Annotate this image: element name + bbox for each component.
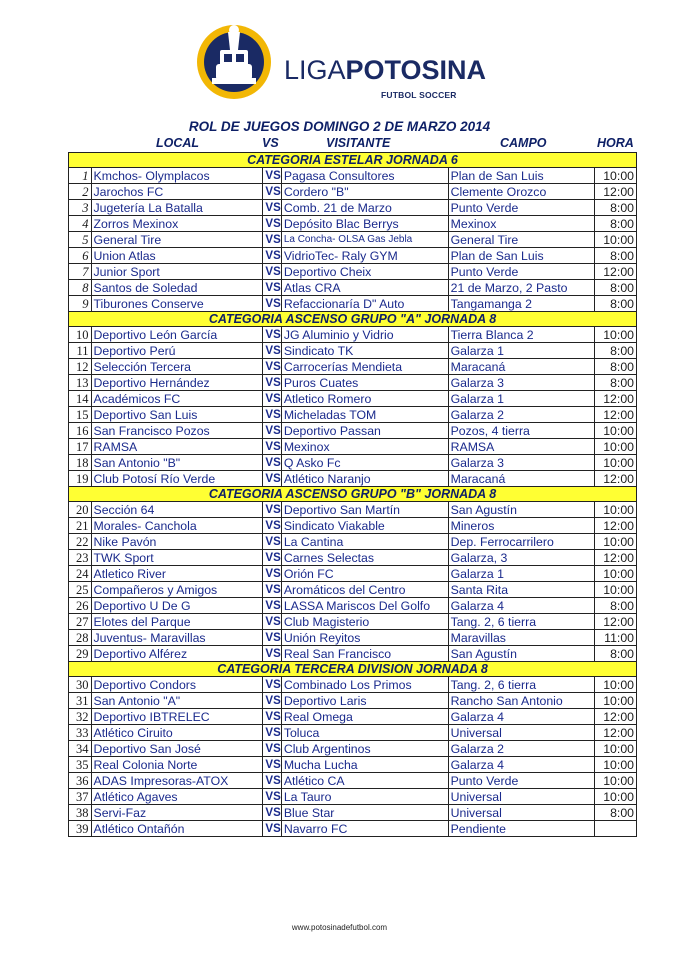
match-number: 3	[69, 200, 92, 216]
table-row	[69, 248, 637, 264]
category-header	[69, 153, 637, 168]
local-team: Deportivo San José	[91, 741, 263, 757]
table-row	[69, 471, 637, 487]
visiting-team: Sindicato TK	[281, 343, 448, 359]
match-time: 8:00	[594, 646, 636, 662]
vs-label: VS	[263, 518, 281, 534]
table-row	[69, 534, 637, 550]
vs-label: VS	[263, 630, 281, 646]
match-time: 8:00	[594, 248, 636, 264]
local-team: Kmchos- Olymplacos	[91, 168, 263, 184]
match-time: 8:00	[594, 343, 636, 359]
field-name: Universal	[448, 789, 594, 805]
match-time: 8:00	[594, 375, 636, 391]
match-time: 10:00	[594, 693, 636, 709]
liga-wordmark: LIGAPOTOSINA	[284, 55, 487, 85]
vs-label: VS	[263, 375, 281, 391]
match-time: 10:00	[594, 455, 636, 471]
table-row	[69, 646, 637, 662]
visiting-team: Pagasa Consultores	[281, 168, 448, 184]
table-row	[69, 232, 637, 248]
field-name: Rancho San Antonio	[448, 693, 594, 709]
category-title: CATEGORIA TERCERA DIVISION JORNADA 8	[69, 662, 637, 677]
visiting-team: Atletico Romero	[281, 391, 448, 407]
local-team: Deportivo San Luis	[91, 407, 263, 423]
field-name: Galarza 1	[448, 391, 594, 407]
category-header	[69, 312, 637, 327]
field-name: Galarza 3	[448, 375, 594, 391]
match-number: 2	[69, 184, 92, 200]
table-row	[69, 805, 637, 821]
visiting-team: Cordero "B"	[281, 184, 448, 200]
table-row	[69, 582, 637, 598]
visiting-team: Atlético Naranjo	[281, 471, 448, 487]
visiting-team: Blue Star	[281, 805, 448, 821]
field-name: Plan de San Luis	[448, 248, 594, 264]
match-time: 12:00	[594, 614, 636, 630]
visiting-team: Mucha Lucha	[281, 757, 448, 773]
match-number: 22	[69, 534, 92, 550]
local-team: Jugetería La Batalla	[91, 200, 263, 216]
match-time: 12:00	[594, 391, 636, 407]
field-name: San Agustín	[448, 502, 594, 518]
table-row	[69, 407, 637, 423]
match-time: 10:00	[594, 773, 636, 789]
local-team: Atlético Ontañón	[91, 821, 263, 837]
field-name: RAMSA	[448, 439, 594, 455]
local-team: Atletico River	[91, 566, 263, 582]
match-number: 37	[69, 789, 92, 805]
match-number: 5	[69, 232, 92, 248]
field-name: Galarza 4	[448, 709, 594, 725]
match-number: 23	[69, 550, 92, 566]
match-number: 35	[69, 757, 92, 773]
visiting-team: Atlético CA	[281, 773, 448, 789]
table-row	[69, 502, 637, 518]
field-name: Galarza, 3	[448, 550, 594, 566]
field-name: Tang. 2, 6 tierra	[448, 677, 594, 693]
local-team: Compañeros y Amigos	[91, 582, 263, 598]
match-number: 34	[69, 741, 92, 757]
table-row	[69, 518, 637, 534]
match-number: 4	[69, 216, 92, 232]
match-time: 8:00	[594, 200, 636, 216]
field-name: General Tire	[448, 232, 594, 248]
field-name: Universal	[448, 725, 594, 741]
match-number: 28	[69, 630, 92, 646]
field-name: Galarza 1	[448, 343, 594, 359]
visiting-team: JG Aluminio y Vidrio	[281, 327, 448, 343]
local-team: Elotes del Parque	[91, 614, 263, 630]
match-number: 8	[69, 280, 92, 296]
local-team: Santos de Soledad	[91, 280, 263, 296]
field-name: Punto Verde	[448, 264, 594, 280]
table-row	[69, 168, 637, 184]
vs-label: VS	[263, 550, 281, 566]
vs-label: VS	[263, 534, 281, 550]
visiting-team: Deportivo Cheix	[281, 264, 448, 280]
local-team: Académicos FC	[91, 391, 263, 407]
match-number: 13	[69, 375, 92, 391]
match-number: 38	[69, 805, 92, 821]
match-time: 12:00	[594, 725, 636, 741]
match-time: 8:00	[594, 598, 636, 614]
match-time: 8:00	[594, 280, 636, 296]
match-time: 8:00	[594, 805, 636, 821]
field-name: 21 de Marzo, 2 Pasto	[448, 280, 594, 296]
field-name: Dep. Ferrocarrilero	[448, 534, 594, 550]
schedule-table	[68, 152, 637, 837]
table-row	[69, 757, 637, 773]
field-name: Tierra Blanca 2	[448, 327, 594, 343]
header-vs: VS	[262, 136, 279, 150]
table-row	[69, 741, 637, 757]
match-number: 11	[69, 343, 92, 359]
local-team: Deportivo Perú	[91, 343, 263, 359]
visiting-team: Refaccionaría D" Auto	[281, 296, 448, 312]
match-time: 10:00	[594, 534, 636, 550]
vs-label: VS	[263, 789, 281, 805]
match-number: 30	[69, 677, 92, 693]
field-name: Clemente Orozco	[448, 184, 594, 200]
table-row	[69, 296, 637, 312]
match-number: 1	[69, 168, 92, 184]
local-team: RAMSA	[91, 439, 263, 455]
local-team: Zorros Mexinox	[91, 216, 263, 232]
category-header	[69, 662, 637, 677]
match-number: 27	[69, 614, 92, 630]
vs-label: VS	[263, 677, 281, 693]
header-hora: HORA	[597, 136, 634, 150]
local-team: ADAS Impresoras-ATOX	[91, 773, 263, 789]
vs-label: VS	[263, 614, 281, 630]
field-name: Pendiente	[448, 821, 594, 837]
match-number: 36	[69, 773, 92, 789]
vs-label: VS	[263, 709, 281, 725]
table-row	[69, 327, 637, 343]
field-name: Plan de San Luis	[448, 168, 594, 184]
visiting-team: La Concha- OLSA Gas Jebla	[281, 232, 448, 248]
match-time: 10:00	[594, 677, 636, 693]
match-time: 10:00	[594, 168, 636, 184]
vs-label: VS	[263, 821, 281, 837]
match-time: 12:00	[594, 264, 636, 280]
match-time: 12:00	[594, 407, 636, 423]
vs-label: VS	[263, 264, 281, 280]
match-number: 32	[69, 709, 92, 725]
table-row	[69, 375, 637, 391]
local-team: San Antonio "B"	[91, 455, 263, 471]
match-time: 12:00	[594, 471, 636, 487]
match-time: 10:00	[594, 741, 636, 757]
vs-label: VS	[263, 757, 281, 773]
match-time: 10:00	[594, 582, 636, 598]
local-team: Jarochos FC	[91, 184, 263, 200]
vs-label: VS	[263, 248, 281, 264]
match-number: 7	[69, 264, 92, 280]
field-name: Universal	[448, 805, 594, 821]
vs-label: VS	[263, 439, 281, 455]
vs-label: VS	[263, 582, 281, 598]
match-time: 10:00	[594, 566, 636, 582]
local-team: Union Atlas	[91, 248, 263, 264]
vs-label: VS	[263, 741, 281, 757]
category-title: CATEGORIA ESTELAR JORNADA 6	[69, 153, 637, 168]
match-number: 39	[69, 821, 92, 837]
match-time: 8:00	[594, 296, 636, 312]
local-team: Atlético Ciruito	[91, 725, 263, 741]
table-row	[69, 773, 637, 789]
local-team: Deportivo Condors	[91, 677, 263, 693]
match-time: 12:00	[594, 518, 636, 534]
vs-label: VS	[263, 566, 281, 582]
local-team: Servi-Faz	[91, 805, 263, 821]
field-name: Maracaná	[448, 359, 594, 375]
visiting-team: Mexinox	[281, 439, 448, 455]
visiting-team: Orión FC	[281, 566, 448, 582]
table-row	[69, 821, 637, 837]
field-name: Maracaná	[448, 471, 594, 487]
match-number: 29	[69, 646, 92, 662]
field-name: Punto Verde	[448, 773, 594, 789]
vs-label: VS	[263, 184, 281, 200]
trophy-emblem-icon	[188, 20, 280, 100]
footer-url: www.potosinadefutbol.com	[291, 923, 388, 932]
field-name: Mexinox	[448, 216, 594, 232]
match-time: 12:00	[594, 550, 636, 566]
table-row	[69, 391, 637, 407]
visiting-team: Atlas CRA	[281, 280, 448, 296]
match-number: 24	[69, 566, 92, 582]
visiting-team: VidrioTec- Raly GYM	[281, 248, 448, 264]
table-row	[69, 216, 637, 232]
table-row	[69, 709, 637, 725]
vs-label: VS	[263, 502, 281, 518]
visiting-team: Sindicato Viakable	[281, 518, 448, 534]
visiting-team: Unión Reyitos	[281, 630, 448, 646]
vs-label: VS	[263, 805, 281, 821]
match-time: 8:00	[594, 216, 636, 232]
vs-label: VS	[263, 280, 281, 296]
match-time: 10:00	[594, 327, 636, 343]
match-time: 10:00	[594, 757, 636, 773]
visiting-team: Puros Cuates	[281, 375, 448, 391]
match-number: 16	[69, 423, 92, 439]
visiting-team: Real San Francisco	[281, 646, 448, 662]
column-headers	[0, 136, 679, 152]
vs-label: VS	[263, 232, 281, 248]
match-number: 31	[69, 693, 92, 709]
table-row	[69, 264, 637, 280]
visiting-team: Real Omega	[281, 709, 448, 725]
vs-label: VS	[263, 296, 281, 312]
match-number: 12	[69, 359, 92, 375]
local-team: Real Colonia Norte	[91, 757, 263, 773]
vs-label: VS	[263, 327, 281, 343]
local-team: Deportivo U De G	[91, 598, 263, 614]
local-team: Deportivo Alférez	[91, 646, 263, 662]
visiting-team: Q Asko Fc	[281, 455, 448, 471]
vs-label: VS	[263, 693, 281, 709]
local-team: Deportivo Hernández	[91, 375, 263, 391]
visiting-team: Deportivo Laris	[281, 693, 448, 709]
field-name: Galarza 4	[448, 598, 594, 614]
table-row	[69, 423, 637, 439]
logo-subtitle: FUTBOL SOCCER	[381, 90, 457, 100]
field-name: Galarza 4	[448, 757, 594, 773]
match-time: 10:00	[594, 423, 636, 439]
match-number: 14	[69, 391, 92, 407]
match-number: 10	[69, 327, 92, 343]
table-row	[69, 693, 637, 709]
vs-label: VS	[263, 359, 281, 375]
visiting-team: Carrocerías Mendieta	[281, 359, 448, 375]
local-team: Nike Pavón	[91, 534, 263, 550]
vs-label: VS	[263, 216, 281, 232]
local-team: Sección 64	[91, 502, 263, 518]
table-row	[69, 550, 637, 566]
field-name: Punto Verde	[448, 200, 594, 216]
field-name: Galarza 2	[448, 741, 594, 757]
table-row	[69, 200, 637, 216]
table-row	[69, 566, 637, 582]
table-row	[69, 280, 637, 296]
vs-label: VS	[263, 391, 281, 407]
vs-label: VS	[263, 423, 281, 439]
match-time	[594, 821, 636, 837]
local-team: Selección Tercera	[91, 359, 263, 375]
field-name: Mineros	[448, 518, 594, 534]
match-number: 26	[69, 598, 92, 614]
field-name: Maravillas	[448, 630, 594, 646]
table-row	[69, 677, 637, 693]
header-campo: CAMPO	[500, 136, 547, 150]
visiting-team: Deportivo Passan	[281, 423, 448, 439]
visiting-team: LASSA Mariscos Del Golfo	[281, 598, 448, 614]
local-team: Morales- Canchola	[91, 518, 263, 534]
table-row	[69, 598, 637, 614]
vs-label: VS	[263, 343, 281, 359]
table-row	[69, 630, 637, 646]
page-title: ROL DE JUEGOS DOMINGO 2 DE MARZO 2014	[188, 119, 491, 134]
visiting-team: Club Argentinos	[281, 741, 448, 757]
match-number: 17	[69, 439, 92, 455]
match-number: 15	[69, 407, 92, 423]
local-team: Club Potosí Río Verde	[91, 471, 263, 487]
table-row	[69, 359, 637, 375]
header-local: LOCAL	[156, 136, 200, 150]
visiting-team: Carnes Selectas	[281, 550, 448, 566]
match-number: 20	[69, 502, 92, 518]
local-team: Deportivo León García	[91, 327, 263, 343]
match-time: 11:00	[594, 630, 636, 646]
header-visitante: VISITANTE	[326, 136, 391, 150]
visiting-team: La Cantina	[281, 534, 448, 550]
match-number: 6	[69, 248, 92, 264]
visiting-team: Depósito Blac Berrys	[281, 216, 448, 232]
visiting-team: La Tauro	[281, 789, 448, 805]
match-time: 12:00	[594, 184, 636, 200]
table-row	[69, 184, 637, 200]
field-name: Tang. 2, 6 tierra	[448, 614, 594, 630]
visiting-team: Toluca	[281, 725, 448, 741]
visiting-team: Deportivo San Martín	[281, 502, 448, 518]
field-name: Santa Rita	[448, 582, 594, 598]
local-team: Juventus- Maravillas	[91, 630, 263, 646]
vs-label: VS	[263, 773, 281, 789]
visiting-team: Micheladas TOM	[281, 407, 448, 423]
match-number: 21	[69, 518, 92, 534]
vs-label: VS	[263, 200, 281, 216]
visiting-team: Club Magisterio	[281, 614, 448, 630]
field-name: Pozos, 4 tierra	[448, 423, 594, 439]
local-team: San Francisco Pozos	[91, 423, 263, 439]
field-name: Tangamanga 2	[448, 296, 594, 312]
match-time: 10:00	[594, 789, 636, 805]
visiting-team: Navarro FC	[281, 821, 448, 837]
table-row	[69, 343, 637, 359]
vs-label: VS	[263, 407, 281, 423]
field-name: San Agustín	[448, 646, 594, 662]
match-number: 19	[69, 471, 92, 487]
match-number: 9	[69, 296, 92, 312]
visiting-team: Comb. 21 de Marzo	[281, 200, 448, 216]
local-team: Atlético Agaves	[91, 789, 263, 805]
local-team: General Tire	[91, 232, 263, 248]
liga-logo	[188, 20, 498, 100]
local-team: TWK Sport	[91, 550, 263, 566]
field-name: Galarza 3	[448, 455, 594, 471]
table-row	[69, 455, 637, 471]
table-row	[69, 789, 637, 805]
local-team: Junior Sport	[91, 264, 263, 280]
match-time: 10:00	[594, 232, 636, 248]
field-name: Galarza 2	[448, 407, 594, 423]
vs-label: VS	[263, 168, 281, 184]
local-team: San Antonio "A"	[91, 693, 263, 709]
table-row	[69, 614, 637, 630]
match-time: 10:00	[594, 439, 636, 455]
field-name: Galarza 1	[448, 566, 594, 582]
match-number: 25	[69, 582, 92, 598]
match-time: 12:00	[594, 709, 636, 725]
visiting-team: Aromáticos del Centro	[281, 582, 448, 598]
vs-label: VS	[263, 471, 281, 487]
match-time: 10:00	[594, 502, 636, 518]
match-number: 18	[69, 455, 92, 471]
visiting-team: Combinado Los Primos	[281, 677, 448, 693]
vs-label: VS	[263, 598, 281, 614]
vs-label: VS	[263, 455, 281, 471]
table-row	[69, 439, 637, 455]
local-team: Tiburones Conserve	[91, 296, 263, 312]
vs-label: VS	[263, 725, 281, 741]
table-row	[69, 725, 637, 741]
category-header	[69, 487, 637, 502]
match-number: 33	[69, 725, 92, 741]
match-time: 8:00	[594, 359, 636, 375]
category-title: CATEGORIA ASCENSO GRUPO "A" JORNADA 8	[69, 312, 637, 327]
vs-label: VS	[263, 646, 281, 662]
category-title: CATEGORIA ASCENSO GRUPO "B" JORNADA 8	[69, 487, 637, 502]
local-team: Deportivo IBTRELEC	[91, 709, 263, 725]
